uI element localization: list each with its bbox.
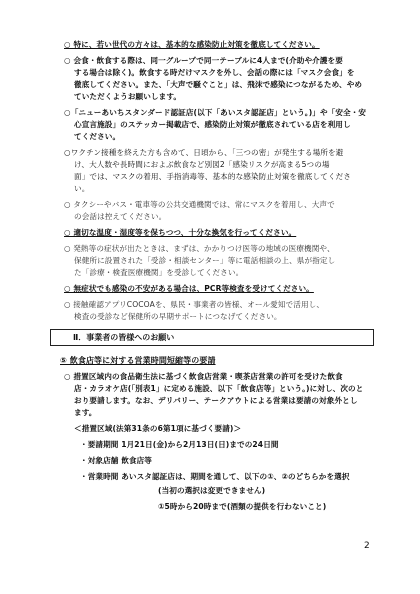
text-line: 徹底してください。また、「大声で騒ぐこと」は、飛沫で感染につながるため、やめ: [74, 80, 363, 89]
text-line: する場合は除く)。飲食する時だけマスクを外し、会話の際には「マスク会食」を: [74, 68, 355, 77]
text-line: 面」では、マスクの着用、手指消毒等、基本的な感染防止対策を徹底してくださ: [74, 172, 351, 181]
text-line: ○ 無症状でも感染の不安がある場合は、PCR等検査を受けてください。: [64, 284, 314, 293]
text-line: ○ 発熱等の症状が出たときは、まずは、かかりつけ医等の地域の医療機関や、: [64, 244, 335, 253]
text-line: ます。: [74, 408, 97, 417]
text-line: ていただくようお願いします。: [74, 92, 182, 101]
text-line: ○ 接触確認アプリCOCOAを、県民・事業者の皆様、オール愛知で活用し、: [64, 300, 325, 309]
page-number: 2: [364, 541, 370, 551]
text-line: 店・カラオケ店(「別表1」に定める施設、以下「飲食店等」という。)に対し、次のと: [74, 384, 364, 393]
text-line: ○ タクシーやバス・電車等の公共交通機関では、常にマスクを着用し、大声で: [64, 200, 335, 209]
text-line: ○ 特に、若い世代の方々は、基本的な感染防止対策を徹底してください。: [64, 40, 320, 49]
text-line: け、大人数や長時間におよぶ飲食など別図2「感染リスクが高まる5つの場: [74, 160, 330, 169]
text-line: ・要請期間 1月21日(金)から2月13日(日)までの24日間: [80, 440, 279, 449]
text-line: い。: [74, 184, 90, 193]
text-line: ・対象店舗 飲食店等: [80, 456, 152, 465]
text-line: ①5時から20時まで(酒類の提供を行わないこと): [158, 502, 327, 511]
text-line: ＜措置区域(法第31条の6第1項に基づく要請)＞: [74, 424, 242, 433]
text-line: ○ワクチン接種を終えた方も含めて、日頃から、「三つの密」が発生する場所を避: [64, 148, 344, 157]
text-line: てください。: [74, 132, 121, 141]
text-line: ○ 措置区域内の食品衛生法に基づく飲食店営業・喫茶店営業の許可を受けた飲食: [64, 372, 343, 381]
text-line: た「診療・検査医療機関」を受診してください。: [74, 268, 244, 277]
text-line: ○「ニューあいちスタンダード認証店(以下「あいスタ認証店」という。)」や「安全・安: [64, 108, 367, 117]
text-line: ○ 適切な温度・湿度等を保ちつつ、十分な換気を行ってください。: [64, 228, 297, 237]
item-heading: ⑤ 飲食店等に対する営業時間短縮等の要請: [60, 356, 216, 365]
text-line: (当初の選択は変更できません): [158, 486, 266, 495]
section-heading: Ⅱ．事業者の皆様へのお願い: [73, 333, 175, 342]
text-line: 保健所に設置された「受診・相談センター」等に電話相談の上、県が指定し: [74, 256, 336, 265]
text-line: 心宣言施設」のステッカー掲載店で、感染防止対策が徹底されている店を利用し: [74, 120, 351, 129]
text-line: ○ 会食・飲食する際は、同一グループで同一テーブルに4人まで(介助や介護を要: [64, 56, 343, 65]
section-heading-box: [50, 329, 374, 346]
text-line: おり要請します。なお、デリバリー、テークアウトによる営業は要請の対象外とし: [74, 396, 358, 405]
text-line: ・営業時間 あいスタ認証店は、期間を通して、以下の①、②のどちらかを選択: [80, 472, 350, 481]
text-line: 検査の受診など保健所の早期サポートにつなげてください。: [74, 312, 282, 321]
text-line: の会話は控えてください。: [74, 212, 167, 221]
